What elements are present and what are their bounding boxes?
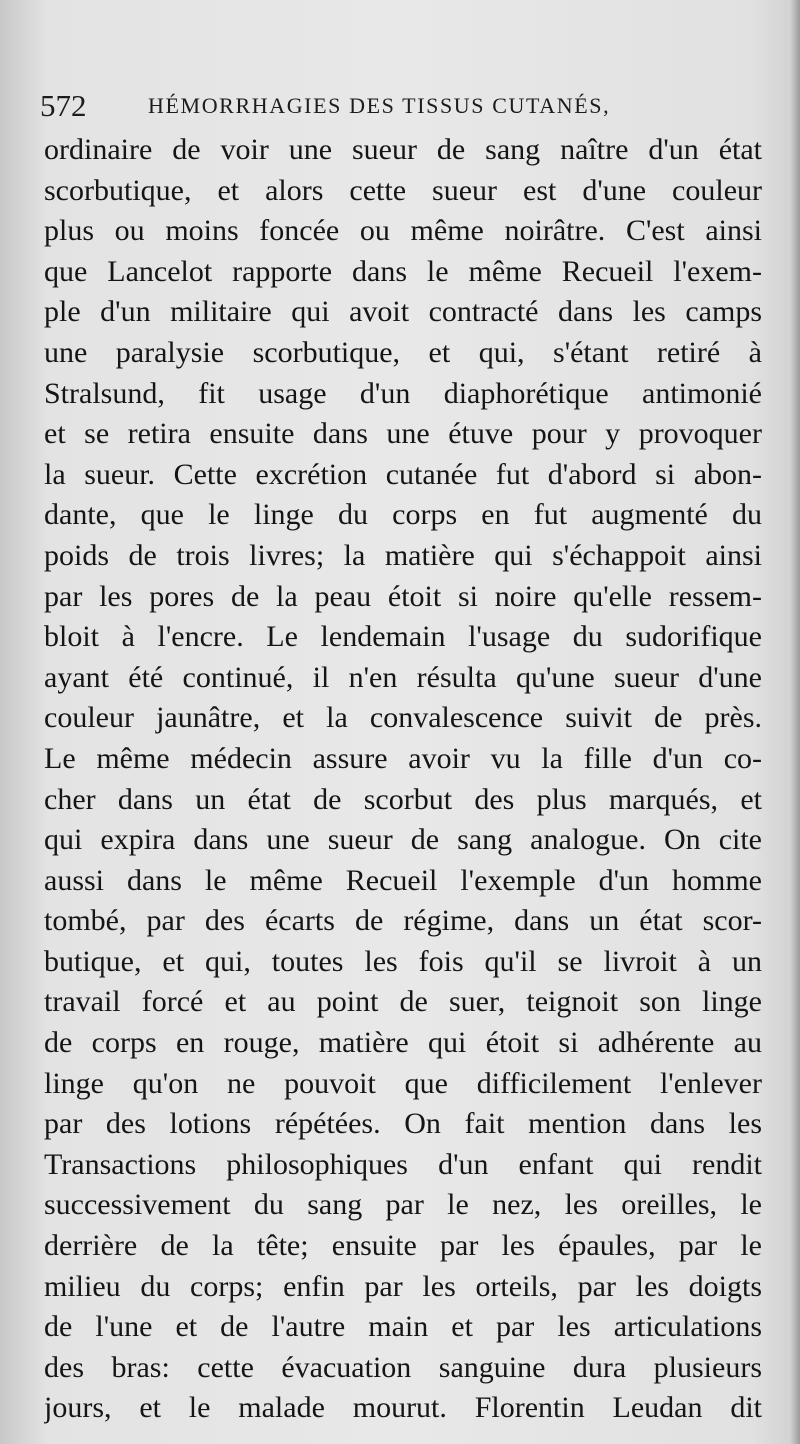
text-line: tombé, par des écarts de régime, dans un état scor- xyxy=(44,904,762,938)
text-line: derrière de la tête; ensuite par les épaules, par le xyxy=(44,1229,762,1263)
running-title: HÉMORRHAGIES DES TISSUS CUTANÉS, xyxy=(148,93,611,118)
text-line: ordinaire de voir une sueur de sang naître d'un état xyxy=(44,133,762,166)
text-line: la sueur. Cette excrétion cutanée fut d'abord si abon- xyxy=(44,457,762,491)
text-line: plus ou moins foncée ou même noirâtre. C'est ainsi xyxy=(44,214,762,248)
text-line: par des lotions répétées. On fait mention dans les xyxy=(44,1107,762,1141)
page-number: 572 xyxy=(40,88,87,123)
page-edge-shadow xyxy=(790,0,800,1444)
text-line: cher dans un état de scorbut des plus marqués, et xyxy=(44,782,762,816)
page-header xyxy=(40,86,760,126)
text-line: de l'une et de l'autre main et par les articulations xyxy=(44,1310,762,1344)
text-line: dante, que le linge du corps en fut augmenté du xyxy=(44,498,762,532)
text-line: poids de trois livres; la matière qui s'échappoit ainsi xyxy=(44,538,762,572)
text-line: successivement du sang par le nez, les oreilles, le xyxy=(44,1188,762,1222)
text-line: butique, et qui, toutes les fois qu'il se livroit à un xyxy=(44,944,762,978)
text-line: aussi dans le même Recueil l'exemple d'un homme xyxy=(44,863,762,897)
text-line: par les pores de la peau étoit si noire qu'elle ressem- xyxy=(44,579,762,613)
text-line: que Lancelot rapporte dans le même Recueil l'exem- xyxy=(44,254,762,288)
text-line: ayant été continué, il n'en résulta qu'une sueur d'une xyxy=(44,660,762,694)
text-line: Transactions philosophiques d'un enfant qui rendit xyxy=(44,1147,762,1181)
text-line: une paralysie scorbutique, et qui, s'étant retiré à xyxy=(44,335,762,369)
text-line: de corps en rouge, matière qui étoit si adhérente au xyxy=(44,1026,762,1060)
text-line: bloit à l'encre. Le lendemain l'usage du sudorifique xyxy=(44,620,762,654)
text-line: couleur jaunâtre, et la convalescence suivit de près. xyxy=(44,701,762,735)
text-line: linge qu'on ne pouvoit que difficilement l'enlever xyxy=(44,1066,762,1100)
text-line: Stralsund, fit usage d'un diaphorétique antimonié xyxy=(44,376,762,410)
text-line: milieu du corps; enfin par les orteils, par les doigts xyxy=(44,1269,762,1303)
text-line: scorbutique, et alors cette sueur est d'une couleur xyxy=(44,173,762,207)
text-line: jours, et le malade mourut. Florentin Leudan dit xyxy=(44,1391,762,1425)
text-line: et se retira ensuite dans une étuve pour y provoquer xyxy=(44,417,762,451)
body-text xyxy=(44,130,762,1429)
text-line: Le même médecin assure avoir vu la fille d'un co- xyxy=(44,741,762,775)
text-line: travail forcé et au point de suer, teignoit son linge xyxy=(44,985,762,1019)
text-line: qui expira dans une sueur de sang analogue. On cite xyxy=(44,823,762,857)
text-line: ple d'un militaire qui avoit contracté dans les camps xyxy=(44,295,762,329)
text-line: des bras: cette évacuation sanguine dura plusieurs xyxy=(44,1350,762,1384)
